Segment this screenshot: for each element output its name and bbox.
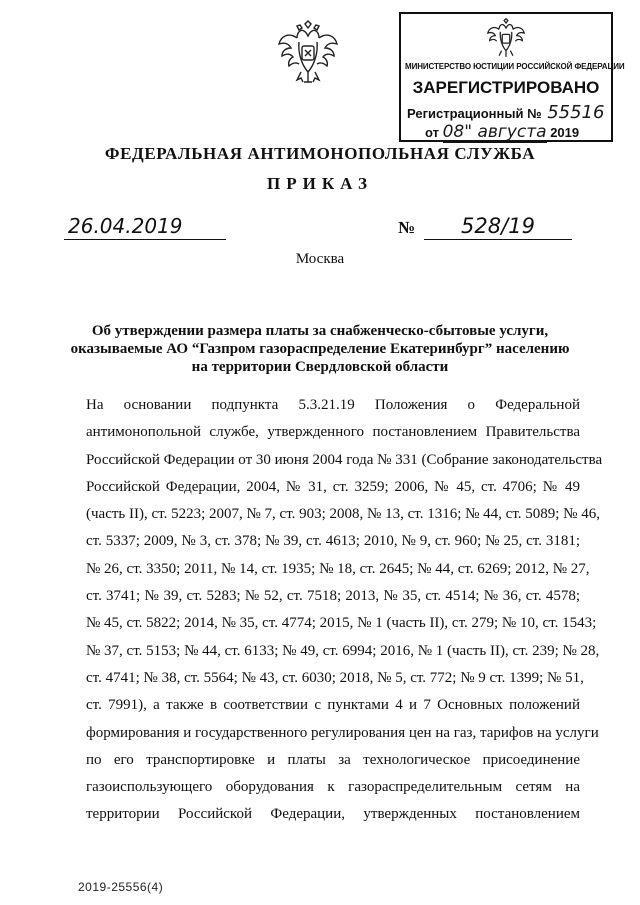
stamp-date-year: 2019 [550, 125, 580, 140]
order-title: ПРИКАЗ [267, 174, 373, 193]
body-line: ст. 4741; № 38, ст. 5564; № 43, ст. 6030; 2018, № 5, ст. 772; № 9 ст. 1399; № 51, [86, 669, 584, 686]
order-number: 528/19 [424, 212, 572, 240]
body-line: формирования и государственного регулирования цен на газ, тарифов на услуги [86, 724, 599, 741]
body-line: антимонопольной службе, утвержденного постановлением Правительства [86, 424, 580, 441]
city: Москва [295, 251, 345, 267]
title-line: оказываемые АО “Газпром газораспределение Екатеринбург” населению [70, 341, 570, 357]
stamp-ministry-text: МИНИСТЕРСТВО ЮСТИЦИИ РОССИЙСКОЙ ФЕДЕРАЦИИ [405, 62, 625, 71]
footer-document-code: 2019-25556(4) [78, 880, 164, 894]
body-line: ст. 5337; 2009, № 3, ст. 378; № 39, ст. 4613; 2010, № 9, ст. 960; № 25, ст. 3181; [86, 533, 580, 550]
stamp-date-line [425, 122, 579, 143]
body-line: (часть II), ст. 5223; 2007, № 7, ст. 903; 2008, № 13, ст. 1316; № 44, ст. 5089; № 46, [86, 506, 600, 523]
body-line: Российской Федерации от 30 июня 2004 года № 331 (Собрание законодательства [86, 451, 603, 468]
body-line: ст. 3741; № 39, ст. 5283; № 52, ст. 7518; 2013, № 35, ст. 4514; № 36, ст. 4578; [86, 588, 580, 605]
body-line: по его транспортировке и платы за технологическое присоединение [86, 751, 580, 768]
document-title [40, 322, 600, 376]
body-line: На основании подпункта 5.3.21.19 Положения о Федеральной [86, 397, 580, 413]
order-date: 26.04.2019 [64, 212, 226, 240]
body-paragraph [86, 392, 603, 829]
body-line: № 37, ст. 5153; № 44, ст. 6133; № 49, ст. 6994; 2016, № 1 (часть II), ст. 239; № 28, [86, 642, 600, 659]
stamp-registration-line [407, 102, 604, 123]
stamp-emblem-icon [485, 18, 527, 62]
agency-name: ФЕДЕРАЛЬНАЯ АНТИМОНОПОЛЬНАЯ СЛУЖБА [104, 144, 536, 163]
body-line: № 45, ст. 5822; 2014, № 35, ст. 4774; 2015, № 1 (часть II), ст. 279; № 10, ст. 1543; [86, 615, 597, 632]
title-line: Об утверждении размера платы за снабженческо-сбытовые услуги, [91, 323, 549, 339]
body-line: Российской Федерации, 2004, № 31, ст. 3259; 2006, № 45, ст. 4706; № 49 [86, 478, 580, 495]
stamp-registered-text: ЗАРЕГИСТРИРОВАНО [412, 78, 600, 97]
body-line: ст. 7991), а также в соответствии с пунктами 4 и 7 Основных положений [86, 697, 580, 714]
stamp-date-handwritten: 08" августа [442, 122, 547, 142]
title-line: на территории Свердловской области [191, 359, 449, 375]
stamp-reg-number: 55516 [547, 102, 605, 123]
body-line: № 26, ст. 3350; 2011, № 14, ст. 1935; № 18, ст. 2645; № 44, ст. 6269; 2012, № 27, [86, 560, 590, 577]
registration-stamp [399, 12, 625, 142]
coat-of-arms-icon [277, 20, 339, 90]
stamp-reg-label: Регистрационный № [407, 106, 542, 121]
stamp-date-prefix: от [425, 125, 439, 140]
body-line: газоиспользующего оборудования к газораспределительным сетям на [86, 779, 580, 796]
body-line: территории Российской Федерации, утвержденных постановлением [86, 806, 580, 823]
order-number-label: № [398, 218, 416, 237]
